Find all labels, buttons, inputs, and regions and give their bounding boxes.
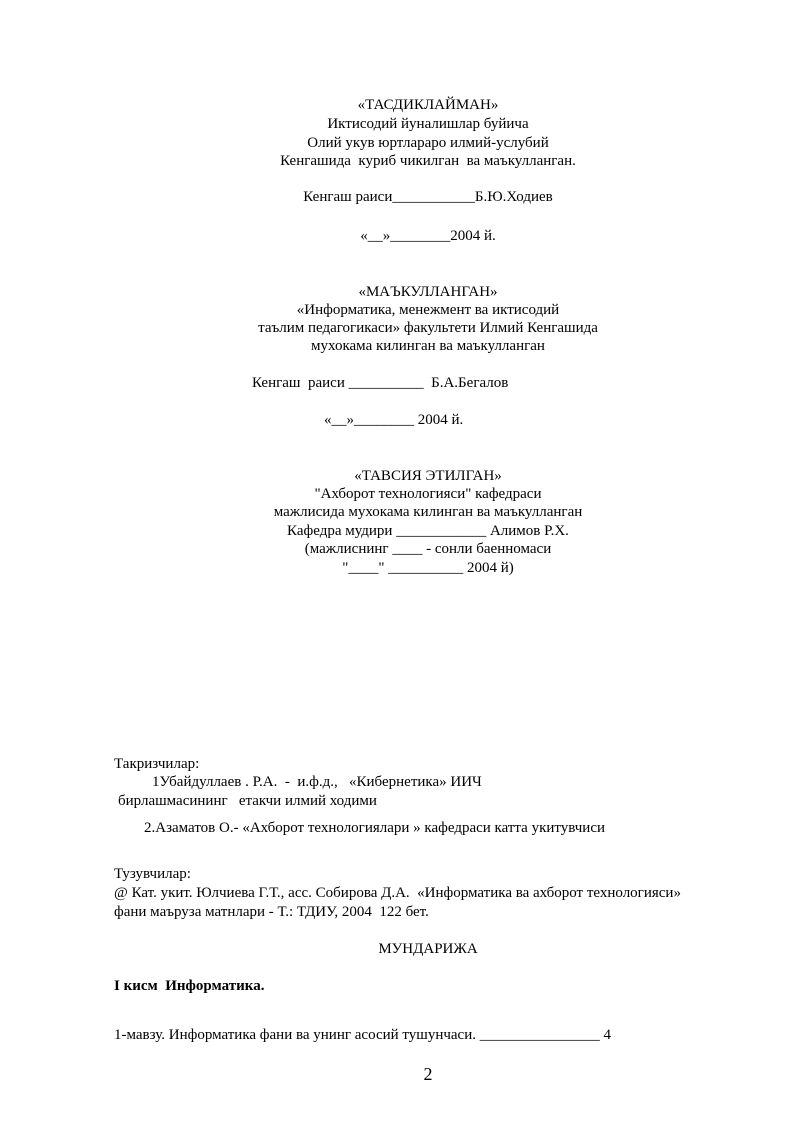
- approval1-line-2: Олий укув юртлараро илмий-услубий: [307, 135, 549, 151]
- page-number: 2: [423, 1064, 433, 1084]
- toc-part-heading: I кисм Информатика.: [114, 978, 265, 994]
- approval2-chair-signature: Кенгаш раиси __________ Б.А.Бегалов: [252, 375, 509, 391]
- approval2-line-1: «Информатика, менежмент ва иктисодий: [296, 302, 560, 318]
- approval2-line-3: мухокама килинган ва маъкулланган: [311, 338, 545, 354]
- approval3-line-5: "____" __________ 2004 й): [342, 560, 514, 576]
- approval2-date: «__»________ 2004 й.: [324, 412, 464, 428]
- approval2-header: «МАЪКУЛЛАНГАН»: [358, 284, 498, 300]
- approval2-line-2: таълим педагогикаси» факультети Илмий Кенгашида: [258, 320, 598, 336]
- reviewer-2: 2.Азаматов О.- «Ахборот технологиялари » кафедраси катта укитувчиси: [144, 820, 606, 836]
- approval3-line-1: "Ахборот технологияси" кафедраси: [314, 486, 542, 502]
- approval1-header: «ТАСДИКЛАЙМАН»: [357, 97, 499, 113]
- approval1-line-3: Кенгашида куриб чикилган ва маъкулланган.: [280, 153, 576, 169]
- approval1-chair-signature: Кенгаш раиси___________Б.Ю.Ходиев: [303, 189, 553, 205]
- approval3-header: «ТАВСИЯ ЭТИЛГАН»: [354, 468, 502, 484]
- toc-entry: 1-мавзу. Информатика фани ва унинг асосий тушунчаси. ________________ 4: [114, 1027, 611, 1043]
- reviewer-1-line-2: бирлашмасининг етакчи илмий ходими: [118, 793, 377, 809]
- compilers-line-2: фани маъруза матнлари - Т.: ТДИУ, 2004 122 бет.: [114, 904, 429, 920]
- approval3-line-3: Кафедра мудири ____________ Алимов Р.Х.: [287, 523, 569, 539]
- reviewers-label: Такризчилар:: [114, 756, 200, 772]
- toc-title: МУНДАРИЖА: [378, 941, 478, 957]
- approval1-line-1: Иктисодий йуналишлар буйича: [327, 116, 529, 132]
- reviewer-1-line-1: 1Убайдуллаев . Р.А. - и.ф.д., «Кибернетика» ИИЧ: [152, 774, 482, 790]
- approval3-line-2: мажлисида мухокама килинган ва маъкулланган: [273, 504, 583, 520]
- approval3-line-4: (мажлиснинг ____ - сонли баенномаси: [304, 541, 552, 557]
- compilers-line-1: @ Кат. укит. Юлчиева Г.Т., асс. Собирова Д.А. «Информатика ва ахборот технологияси»: [114, 885, 681, 901]
- approval1-date: «__»________2004 й.: [360, 228, 496, 244]
- compilers-label: Тузувчилар:: [114, 866, 191, 882]
